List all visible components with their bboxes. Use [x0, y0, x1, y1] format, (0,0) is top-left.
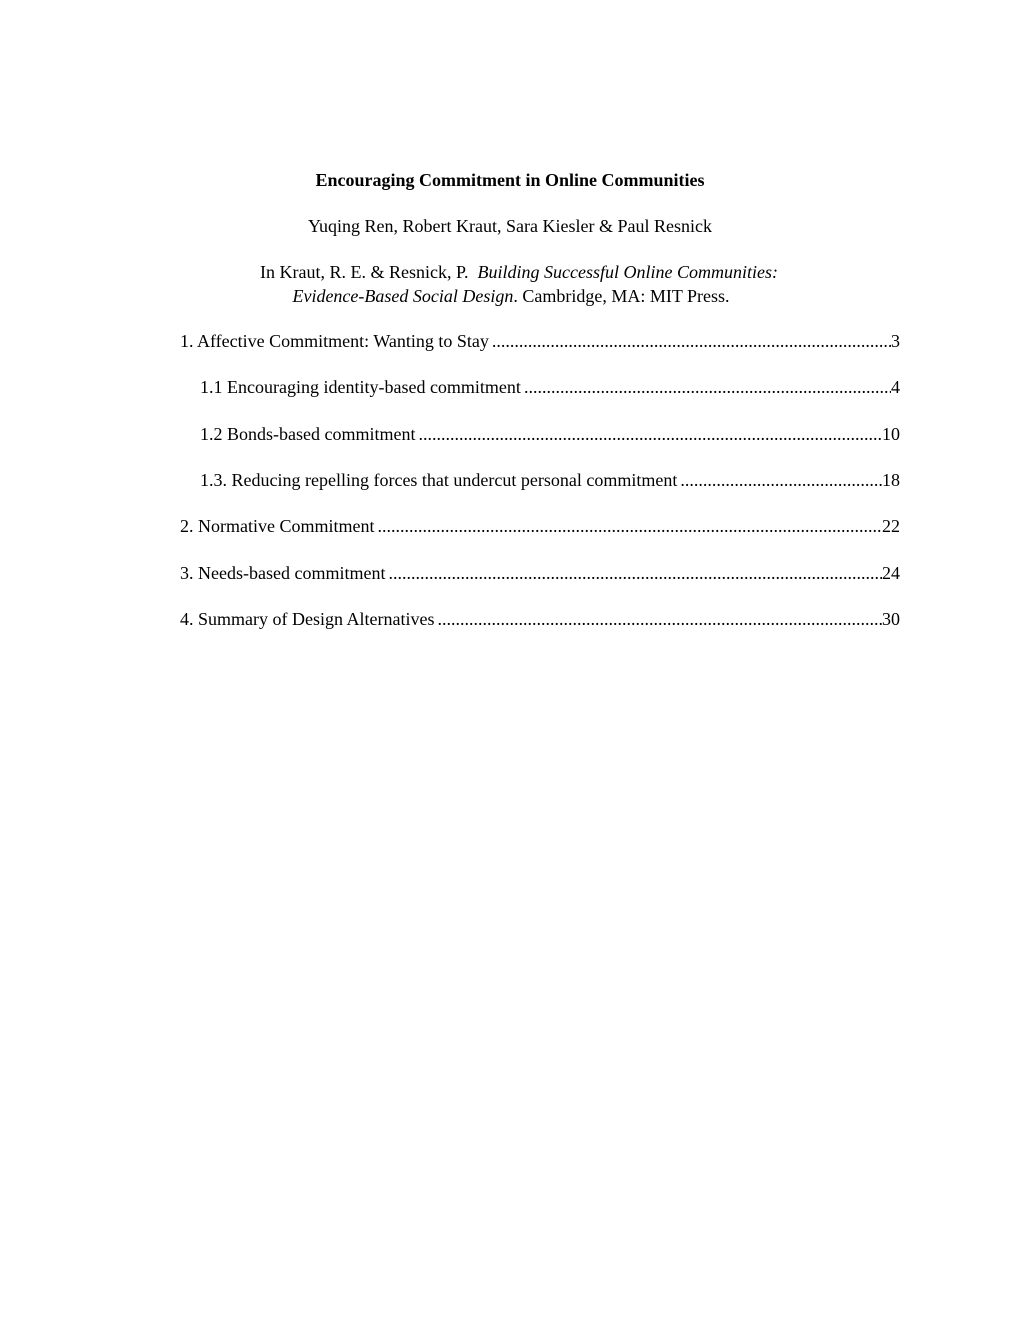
toc-page-number: 18 — [882, 470, 900, 490]
toc-entry-label: 1. Affective Commitment: Wanting to Stay — [180, 331, 489, 351]
toc-entry-label: 1.3. Reducing repelling forces that undercut personal commitment — [200, 470, 678, 490]
citation-prefix: In Kraut, R. E. & Resnick, P. — [260, 262, 478, 282]
toc-entry-label: 1.1 Encouraging identity-based commitment — [200, 377, 521, 397]
toc-dot-leader — [374, 514, 882, 538]
toc-entry-1-2[interactable] — [200, 422, 900, 446]
toc-page-number: 10 — [882, 424, 900, 444]
toc-page-number: 22 — [882, 516, 900, 536]
toc-entry-label: 4. Summary of Design Alternatives — [180, 609, 435, 629]
toc-entry-label: 3. Needs-based commitment — [180, 563, 386, 583]
toc-page-number: 30 — [882, 609, 900, 629]
toc-entry-label: 1.2 Bonds-based commitment — [200, 424, 416, 444]
citation-book-title-part2: Evidence-Based Social Design — [292, 286, 514, 306]
toc-dot-leader — [677, 468, 882, 492]
toc-entry-3[interactable] — [180, 561, 900, 585]
toc-entry-label: 2. Normative Commitment — [180, 516, 375, 536]
toc-page-number: 24 — [882, 563, 900, 583]
toc-dot-leader — [434, 607, 882, 631]
toc-entry-1[interactable] — [180, 329, 900, 353]
toc-entry-4[interactable] — [180, 607, 900, 631]
citation-line-1 — [0, 260, 1020, 284]
toc-dot-leader — [385, 561, 882, 585]
author-list: Yuqing Ren, Robert Kraut, Sara Kiesler & Paul Resnick — [308, 216, 712, 236]
citation — [0, 260, 1020, 308]
citation-suffix: . Cambridge, MA: MIT Press. — [513, 286, 730, 306]
document-title: Encouraging Commitment in Online Communities — [315, 170, 705, 190]
toc-page-number: 3 — [891, 331, 900, 351]
toc-dot-leader — [415, 422, 882, 446]
toc-entry-1-3[interactable] — [200, 468, 900, 492]
toc-dot-leader — [489, 329, 891, 353]
toc-entry-2[interactable] — [180, 514, 900, 538]
citation-book-title-part1: Building Successful Online Communities: — [477, 262, 778, 282]
toc-dot-leader — [521, 375, 891, 399]
toc-entry-1-1[interactable] — [200, 375, 900, 399]
citation-line-2 — [0, 284, 1020, 308]
toc-page-number: 4 — [891, 377, 900, 397]
